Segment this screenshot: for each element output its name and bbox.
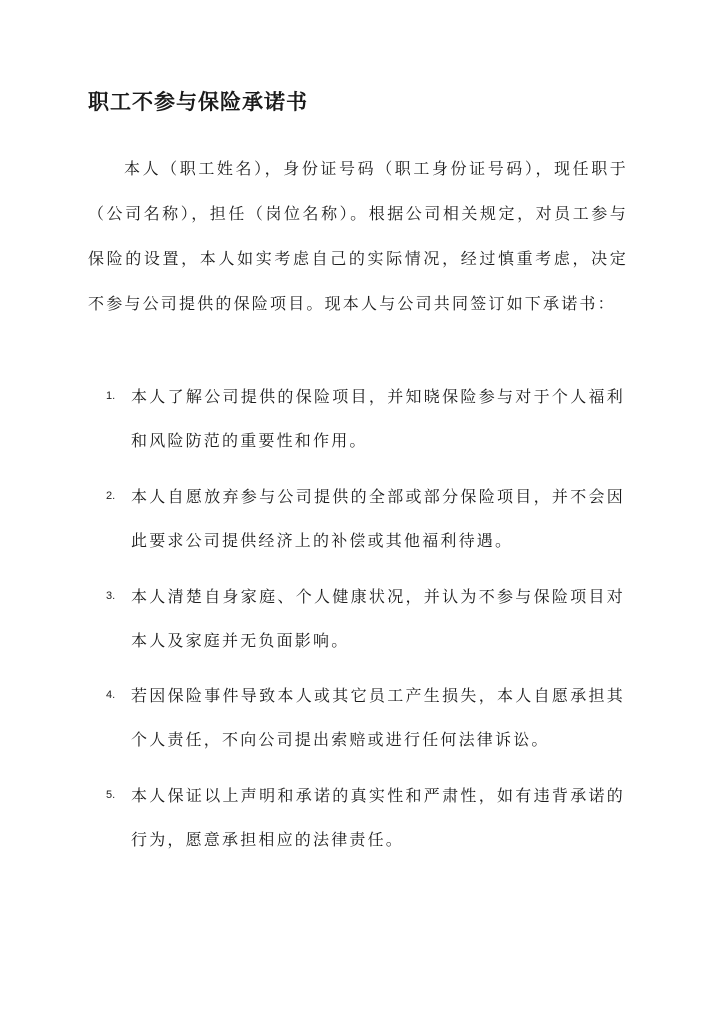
document-title: 职工不参与保险承诺书 [88, 89, 308, 114]
list-item-number: 5. [106, 789, 116, 801]
list-item-number: 3. [106, 590, 116, 602]
list-item-text: 本人了解公司提供的保险项目，并知晓保险参与对于个人福利和风险防范的重要性和作用。 [131, 387, 625, 450]
list-item-number: 4. [106, 689, 116, 701]
list-item-number: 2. [106, 490, 116, 502]
list-item-text: 本人清楚自身家庭、个人健康状况，并认为不参与保险项目对本人及家庭并无负面影响。 [131, 587, 625, 650]
list-item-number: 1. [106, 390, 116, 402]
list-item-text: 本人自愿放弃参与公司提供的全部或部分保险项目，并不会因此要求公司提供经济上的补偿或其他福利待遇。 [131, 487, 625, 550]
list-item-text: 若因保险事件导致本人或其它员工产生损失，本人自愿承担其个人责任，不向公司提出索赔或进行任何法律诉讼。 [131, 686, 625, 749]
intro-paragraph: 本人（职工姓名），身份证号码（职工身份证号码），现任职于（公司名称），担任（岗位名称）。根据公司相关规定，对员工参与保险的设置，本人如实考虑自己的实际情况，经过慎重考虑，决定不参与公司提供的保险项目。现本人与公司共同签订如下承诺书： [88, 159, 628, 313]
list-item-text: 本人保证以上声明和承诺的真实性和严肃性，如有违背承诺的行为，愿意承担相应的法律责任。 [131, 786, 625, 849]
